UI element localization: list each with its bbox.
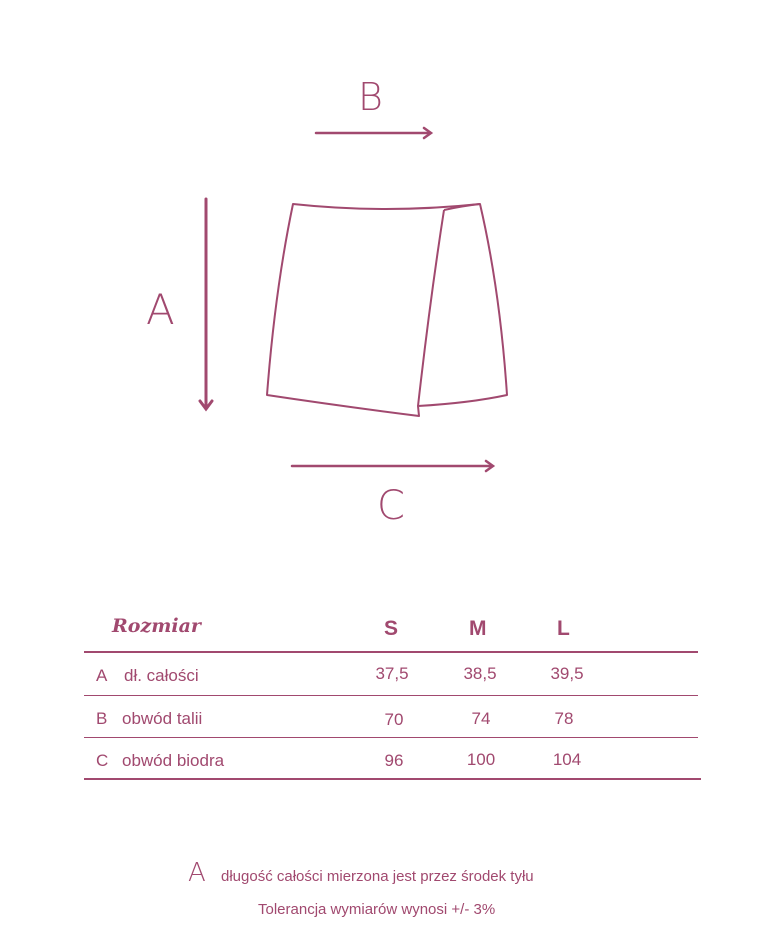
row-a-label: dł. całości [124, 666, 199, 685]
note-line-1: długość całości mierzona jest przez środek tyłu [221, 868, 534, 885]
arrow-c [292, 461, 493, 471]
note-letter: A [188, 858, 206, 888]
skirt-outline [267, 204, 507, 416]
row-c-letter: C [96, 751, 109, 770]
row-c-label: obwód biodra [122, 751, 225, 770]
label-c: C [377, 483, 405, 529]
table-divider [84, 695, 698, 696]
size-header-m: M [469, 617, 487, 640]
table-bottom-border [84, 778, 701, 780]
size-header-l: L [557, 617, 570, 640]
row-c-value-s: 96 [384, 751, 404, 770]
row-a-value-s: 37,5 [375, 664, 409, 683]
label-a: A [146, 285, 175, 334]
arrow-b [316, 128, 431, 138]
row-a-value-l: 39,5 [550, 664, 584, 683]
row-b-label: obwód talii [122, 709, 203, 728]
row-a-value-m: 38,5 [463, 664, 497, 683]
note-line-2: Tolerancja wymiarów wynosi +/- 3% [258, 901, 496, 918]
row-c-value-l: 104 [552, 750, 582, 769]
table-title: Rozmiar [112, 615, 201, 637]
row-b-letter: B [96, 709, 108, 728]
row-c-value-m: 100 [466, 750, 496, 769]
row-b-value-l: 78 [554, 709, 574, 728]
label-b: B [358, 75, 383, 119]
size-header-s: S [384, 617, 399, 640]
arrow-a [200, 199, 212, 409]
row-a-letter: A [96, 666, 108, 685]
row-b-value-m: 74 [471, 709, 491, 728]
table-divider [84, 737, 698, 738]
row-b-value-s: 70 [384, 710, 404, 729]
table-divider [84, 651, 698, 653]
